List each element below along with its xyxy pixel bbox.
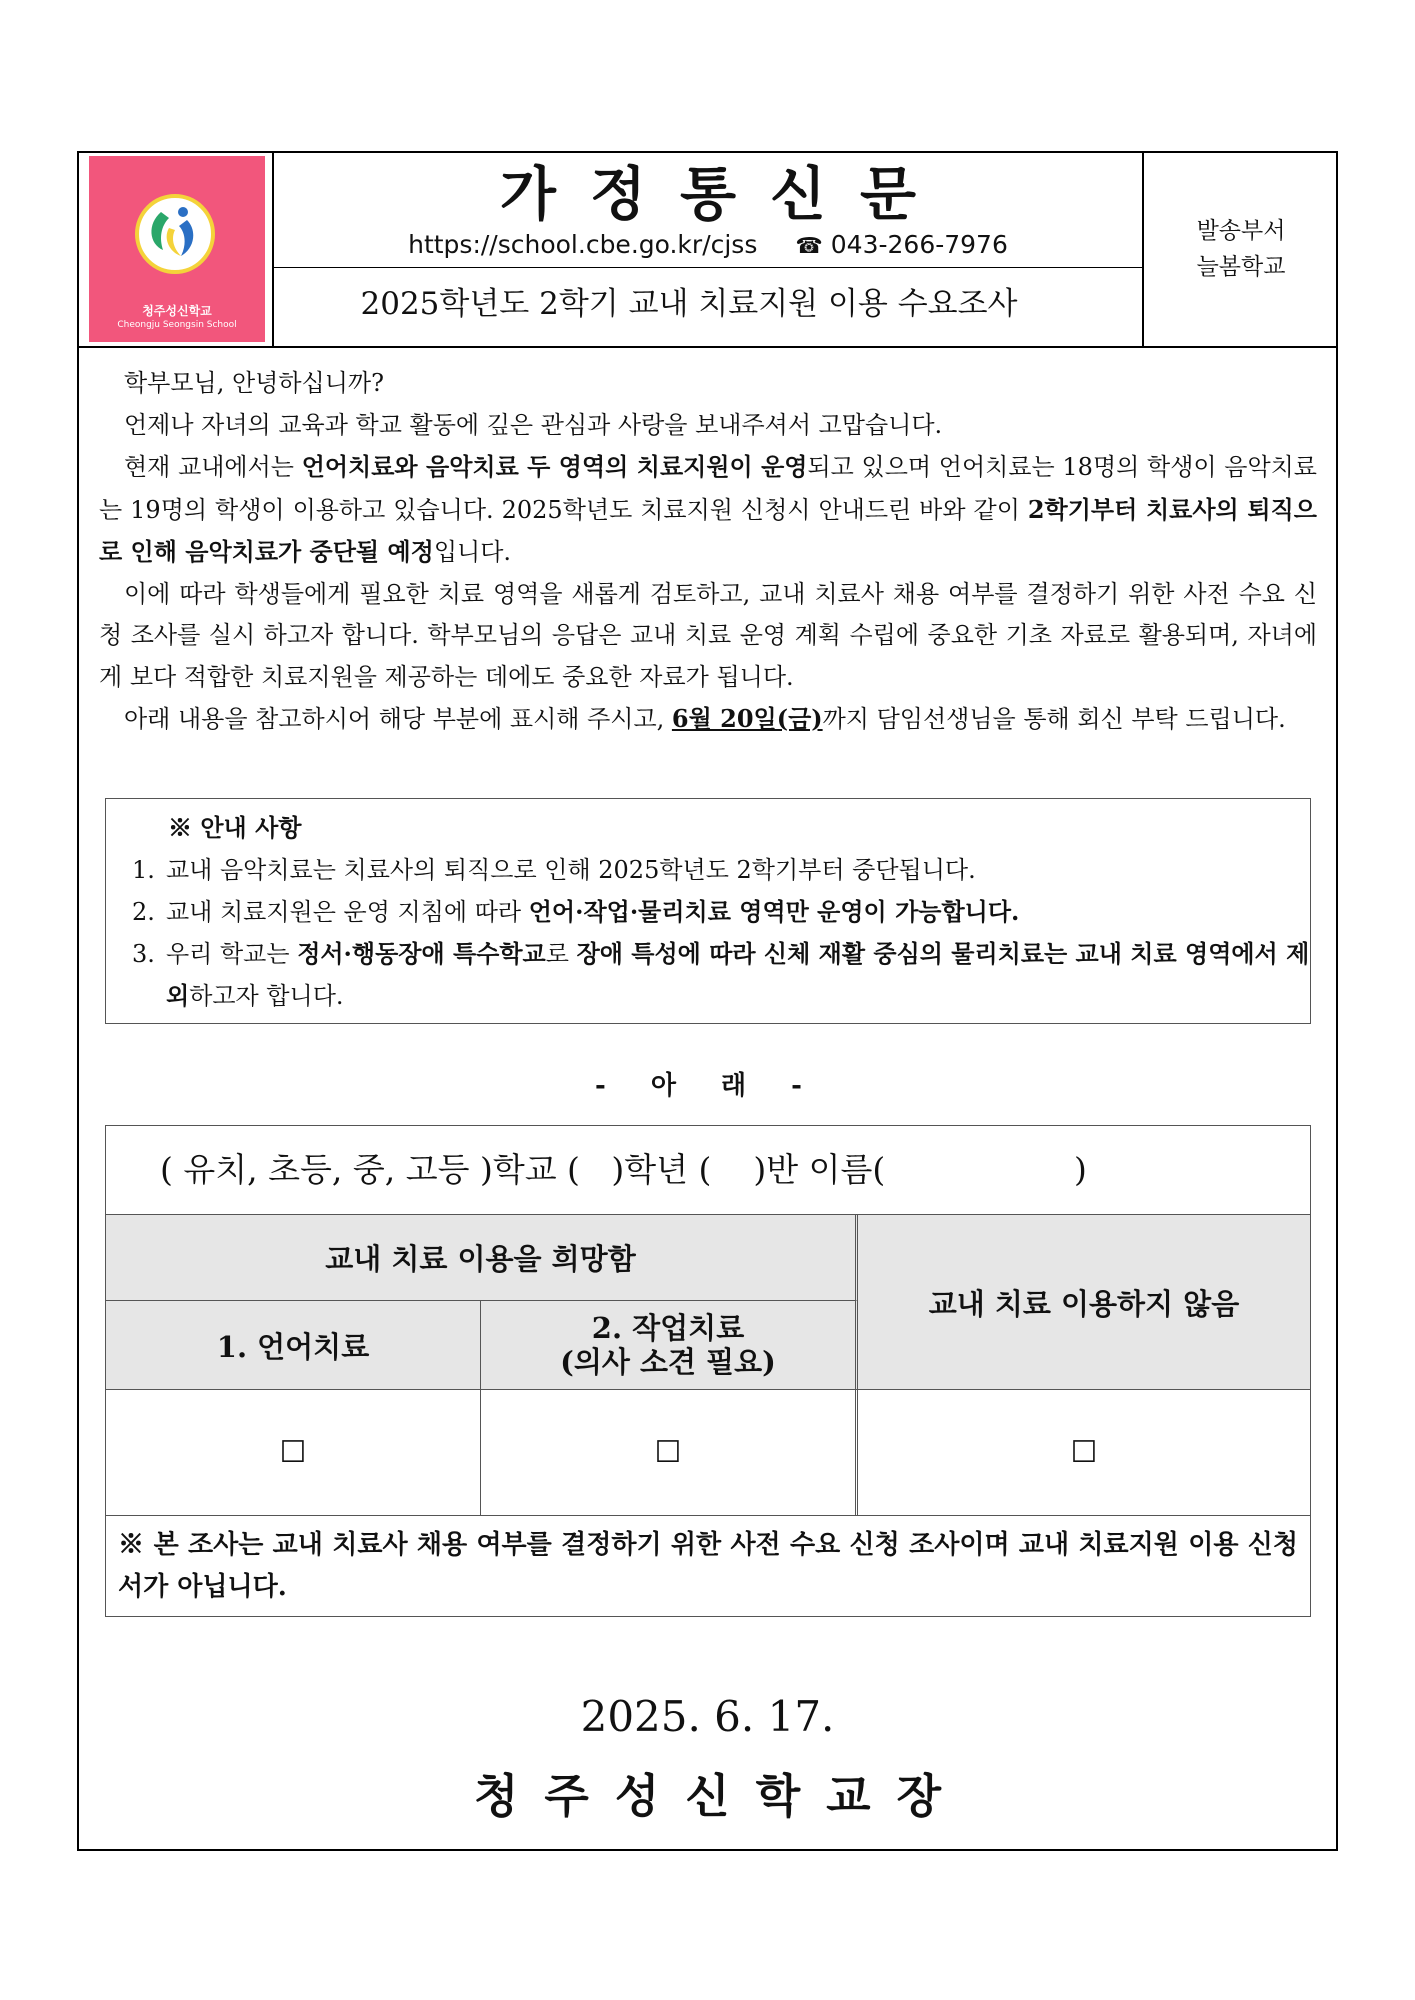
survey-disclaimer: ※ 본 조사는 교내 치료사 채용 여부를 결정하기 위한 사전 수요 신청 조사이며 교내 치료지원 이용 신청서가 아닙니다. (118, 1530, 1298, 1602)
school-logo-icon (135, 194, 215, 274)
document-subtitle: 2025학년도 2학기 교내 치료지원 이용 수요조사 (360, 286, 1018, 322)
letter-body (99, 363, 1317, 741)
notice-title: ※ 안내 사항 (168, 813, 302, 842)
contact-info (274, 229, 1142, 263)
school-url[interactable]: https://school.cbe.go.kr/cjss (408, 230, 758, 259)
school-logo (89, 156, 265, 342)
page-title: 가정통신문 (499, 160, 951, 228)
school-phone: 043-266-7976 (830, 230, 1008, 259)
sending-department (1144, 213, 1338, 285)
dept-label: 발송부서 (1196, 218, 1286, 244)
logo-school-name: 청주성신학교 (142, 304, 212, 318)
option-not-use: 교내 치료 이용하지 않음 (858, 1215, 1310, 1389)
survey-form (105, 1125, 1311, 1617)
letter-paragraph: 현재 교내에서는 언어치료와 음악치료 두 영역의 치료지원이 운영되고 있으며 언어치료는 18명의 학생이 음악치료는 19명의 학생이 이용하고 있습니다. 2025학년도 치료지원 신청시 안내드린 바와 같이 2학기부터 치료사의 퇴직으로 인해 음악치료가 중단될 예정입니다. (99, 452, 1317, 566)
letter-paragraph: 언제나 자녀의 교육과 학교 활동에 깊은 관심과 사랑을 보내주셔서 고맙습니다. (124, 410, 943, 439)
deadline-date: 6월 20일(금) (671, 704, 823, 733)
letter-paragraph: 이에 따라 학생들에게 필요한 치료 영역을 새롭게 검토하고, 교내 치료사 채용 여부를 결정하기 위한 사전 수요 신청 조사를 실시 하고자 합니다. 학부모님의 응답은 교내 치료 운영 계획 수립에 중요한 기초 자료로 활용되며, 자녀에게 보다 적합한 치료지원을 제공하는 데에도 중요한 자료가 됩니다. (99, 579, 1317, 691)
survey-grid (106, 1215, 1310, 1516)
header (79, 153, 1336, 348)
option-occupational-therapy: 2. 작업치료 (의사 소견 필요) (481, 1301, 858, 1389)
want-therapy-header: 교내 치료 이용을 희망함 (106, 1215, 858, 1301)
notice-item: 3. 우리 학교는 정서·행동장애 특수학교로 장애 특성에 따라 신체 재활 중심의 물리치료는 교내 치료 영역에서 제외하고자 합니다. (132, 939, 1310, 1010)
logo-school-eng: Cheongju Seongsin School (117, 320, 237, 330)
notice-box (105, 798, 1311, 1024)
section-separator: - 아 래 - (595, 1071, 820, 1101)
header-divider (274, 267, 1142, 268)
notice-item: 2. 교내 치료지원은 운영 지침에 따라 언어·작업·물리치료 영역만 운영이 가능합니다. (132, 897, 1020, 926)
phone-icon: ☎ (795, 234, 823, 259)
letter-paragraph: 아래 내용을 참고하시어 해당 부분에 표시해 주시고, 6월 20일(금)까지 담임선생님을 통해 회신 부탁 드립니다. (124, 704, 1286, 733)
option-speech-therapy: 1. 언어치료 (106, 1301, 481, 1389)
checkbox-not-use[interactable]: ☐ (1070, 1435, 1098, 1470)
principal-signature: 청주성신학교장 (473, 1769, 968, 1823)
student-info-row[interactable]: ( 유치, 초등, 중, 고등 )학교 ( )학년 ( )반 이름( ) (106, 1126, 1310, 1215)
checkbox-speech-therapy[interactable]: ☐ (106, 1390, 481, 1515)
letter-paragraph: 학부모님, 안녕하십니까? (124, 369, 384, 397)
checkbox-occupational-therapy[interactable]: ☐ (481, 1390, 858, 1515)
issue-date: 2025. 6. 17. (580, 1692, 835, 1741)
newsletter-frame (77, 151, 1338, 1851)
dept-name: 늘봄학교 (1196, 254, 1286, 280)
notice-item: 1. 교내 음악치료는 치료사의 퇴직으로 인해 2025학년도 2학기부터 중단됩니다. (132, 856, 976, 884)
